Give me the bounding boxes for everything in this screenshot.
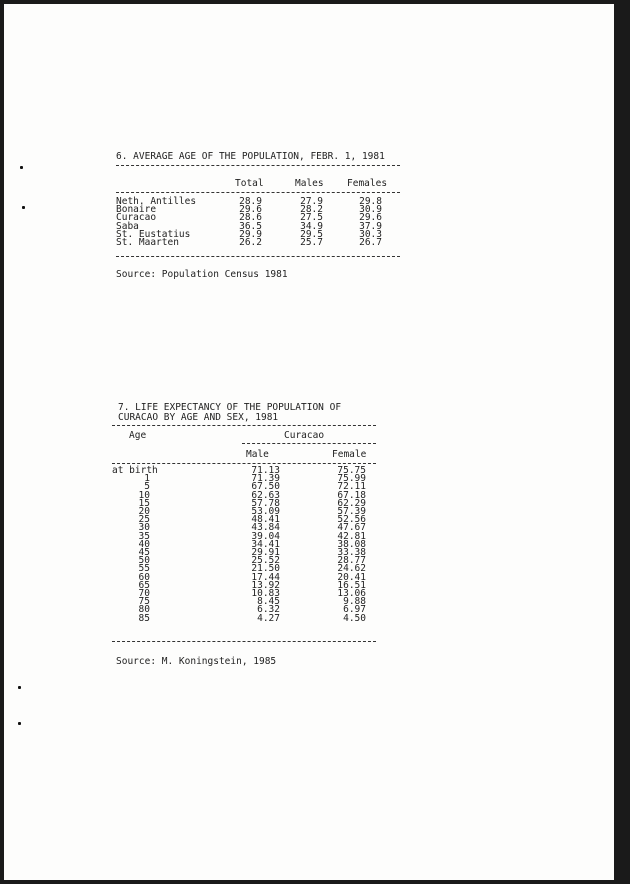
table7-title-line2: CURACAO BY AGE AND SEX, 1981: [118, 412, 279, 423]
table7-rule-header: [112, 463, 376, 464]
table7-cell-female: 6.97: [343, 604, 366, 616]
table7-cell-male: 8.45: [257, 596, 280, 608]
table7-cell-age: 15: [138, 497, 150, 509]
table6-cell-males: 28.2: [300, 204, 323, 216]
table6-header-total: Total: [235, 178, 264, 189]
table7-header-group: Curacao: [284, 430, 325, 441]
table7-header-female: Female: [332, 449, 367, 460]
margin-mark: [18, 722, 21, 725]
table6-cell-females: 29.8: [359, 196, 382, 207]
table7-cell-female: 20.41: [337, 571, 366, 583]
table7-cell-male: 17.44: [251, 571, 280, 583]
table6-source: Source: Population Census 1981: [116, 269, 288, 280]
table7-header-male: Male: [246, 449, 269, 460]
table7-cell-male: 6.32: [257, 604, 280, 616]
table6-cell-total: 26.2: [239, 237, 262, 248]
table7-cell-female: 28.77: [337, 555, 366, 567]
table7-rule-group: [242, 443, 376, 444]
table7-cell-male: 21.50: [251, 563, 280, 575]
table6-cell-females: 26.7: [359, 237, 382, 248]
table7-cell-male: 57.78: [251, 497, 280, 509]
table7-cell-male: 43.84: [251, 522, 280, 534]
table7-cell-female: 47.67: [337, 522, 366, 534]
table7-cell-age: at birth: [112, 465, 158, 476]
table7-rule-bottom: [112, 641, 376, 642]
table7-cell-age: 65: [138, 579, 150, 591]
table6-cell-total: 28.9: [239, 196, 262, 207]
table6-cell-name: Saba: [116, 220, 139, 232]
table7-cell-age: 10: [138, 489, 150, 501]
table7-cell-age: 50: [138, 555, 150, 567]
table7-cell-age: 1: [144, 473, 150, 485]
table7-cell-male: 39.04: [251, 530, 280, 542]
table7-cell-female: 24.62: [337, 563, 366, 575]
table7-source: Source: M. Koningstein, 1985: [116, 656, 277, 667]
table7-cell-male: 13.92: [251, 579, 280, 591]
table7-cell-female: 33.38: [337, 547, 366, 558]
table6-cell-females: 30.9: [359, 204, 382, 216]
table7-cell-female: 62.29: [337, 497, 366, 509]
table7-cell-female: 9.88: [343, 596, 366, 608]
table6-cell-total: 29.6: [239, 204, 262, 216]
table7-rule-top: [112, 425, 376, 426]
table7-cell-age: 20: [138, 506, 150, 517]
table6-cell-name: Curacao: [116, 212, 157, 224]
table6-cell-males: 27.5: [300, 212, 323, 224]
table6-cell-females: 30.3: [359, 228, 382, 240]
table7-cell-female: 52.56: [337, 514, 366, 526]
table7-cell-age: 70: [138, 588, 150, 599]
table7-cell-age: 35: [138, 530, 150, 542]
margin-mark: [22, 206, 25, 209]
margin-mark: [18, 686, 21, 689]
table7-cell-female: 13.06: [337, 588, 366, 599]
table7-cell-age: 55: [138, 563, 150, 575]
table7-cell-age: 60: [138, 571, 150, 583]
table6-header-males: Males: [295, 178, 324, 189]
table7-cell-male: 71.13: [251, 465, 280, 476]
table6-rule-header: [116, 192, 400, 193]
table7-title-line1: 7. LIFE EXPECTANCY OF THE POPULATION OF: [118, 402, 342, 413]
table6-cell-males: 29.5: [300, 228, 323, 240]
table7-cell-age: 30: [138, 522, 150, 534]
table7-cell-male: 34.41: [251, 538, 280, 550]
table6-cell-females: 29.6: [359, 212, 382, 224]
table6-title: 6. AVERAGE AGE OF THE POPULATION, FEBR. 1, 1981: [116, 151, 385, 162]
table7-cell-female: 67.18: [337, 489, 366, 501]
table7-header-age: Age: [129, 430, 147, 441]
table7-cell-age: 25: [138, 514, 150, 526]
table6-cell-females: 37.9: [359, 220, 382, 232]
table7-cell-age: 85: [138, 612, 150, 624]
table6-rule-top: [116, 165, 400, 166]
table7-cell-female: 72.11: [337, 481, 366, 493]
table7-cell-female: 42.81: [337, 530, 366, 542]
table7-cell-male: 25.52: [251, 555, 280, 567]
table6-cell-total: 28.6: [239, 212, 262, 224]
table7-cell-age: 5: [144, 481, 150, 493]
table7-cell-female: 16.51: [337, 579, 366, 591]
table7-cell-male: 29.91: [251, 547, 280, 558]
table7-cell-male: 10.83: [251, 588, 280, 599]
table7-cell-male: 4.27: [257, 612, 280, 624]
table7-cell-female: 75.75: [337, 465, 366, 476]
table7-cell-male: 53.09: [251, 506, 280, 517]
table7-cell-male: 67.50: [251, 481, 280, 493]
table6-rule-bottom: [116, 256, 400, 257]
table7-cell-age: 80: [138, 604, 150, 616]
table7-cell-age: 45: [138, 547, 150, 558]
table6-cell-males: 34.9: [300, 220, 323, 232]
document-page: [4, 4, 614, 880]
table7-cell-age: 75: [138, 596, 150, 608]
table7-cell-female: 4.50: [343, 612, 366, 624]
table6-cell-name: St. Maarten: [116, 237, 179, 248]
table6-cell-name: St. Eustatius: [116, 228, 191, 240]
table6-cell-total: 36.5: [239, 220, 262, 232]
table7-cell-male: 62.63: [251, 489, 280, 501]
table7-cell-female: 57.39: [337, 506, 366, 517]
table7-cell-female: 75.99: [337, 473, 366, 485]
table7-cell-male: 71.39: [251, 473, 280, 485]
table6-header-females: Females: [347, 178, 388, 189]
table6-cell-name: Bonaire: [116, 204, 157, 216]
table7-cell-male: 48.41: [251, 514, 280, 526]
table7-cell-age: 40: [138, 538, 150, 550]
margin-mark: [20, 166, 23, 169]
table6-cell-males: 25.7: [300, 237, 323, 248]
table6-cell-males: 27.9: [300, 196, 323, 207]
table6-cell-name: Neth. Antilles: [116, 196, 197, 207]
table6-cell-total: 29.9: [239, 228, 262, 240]
table7-cell-female: 38.08: [337, 538, 366, 550]
